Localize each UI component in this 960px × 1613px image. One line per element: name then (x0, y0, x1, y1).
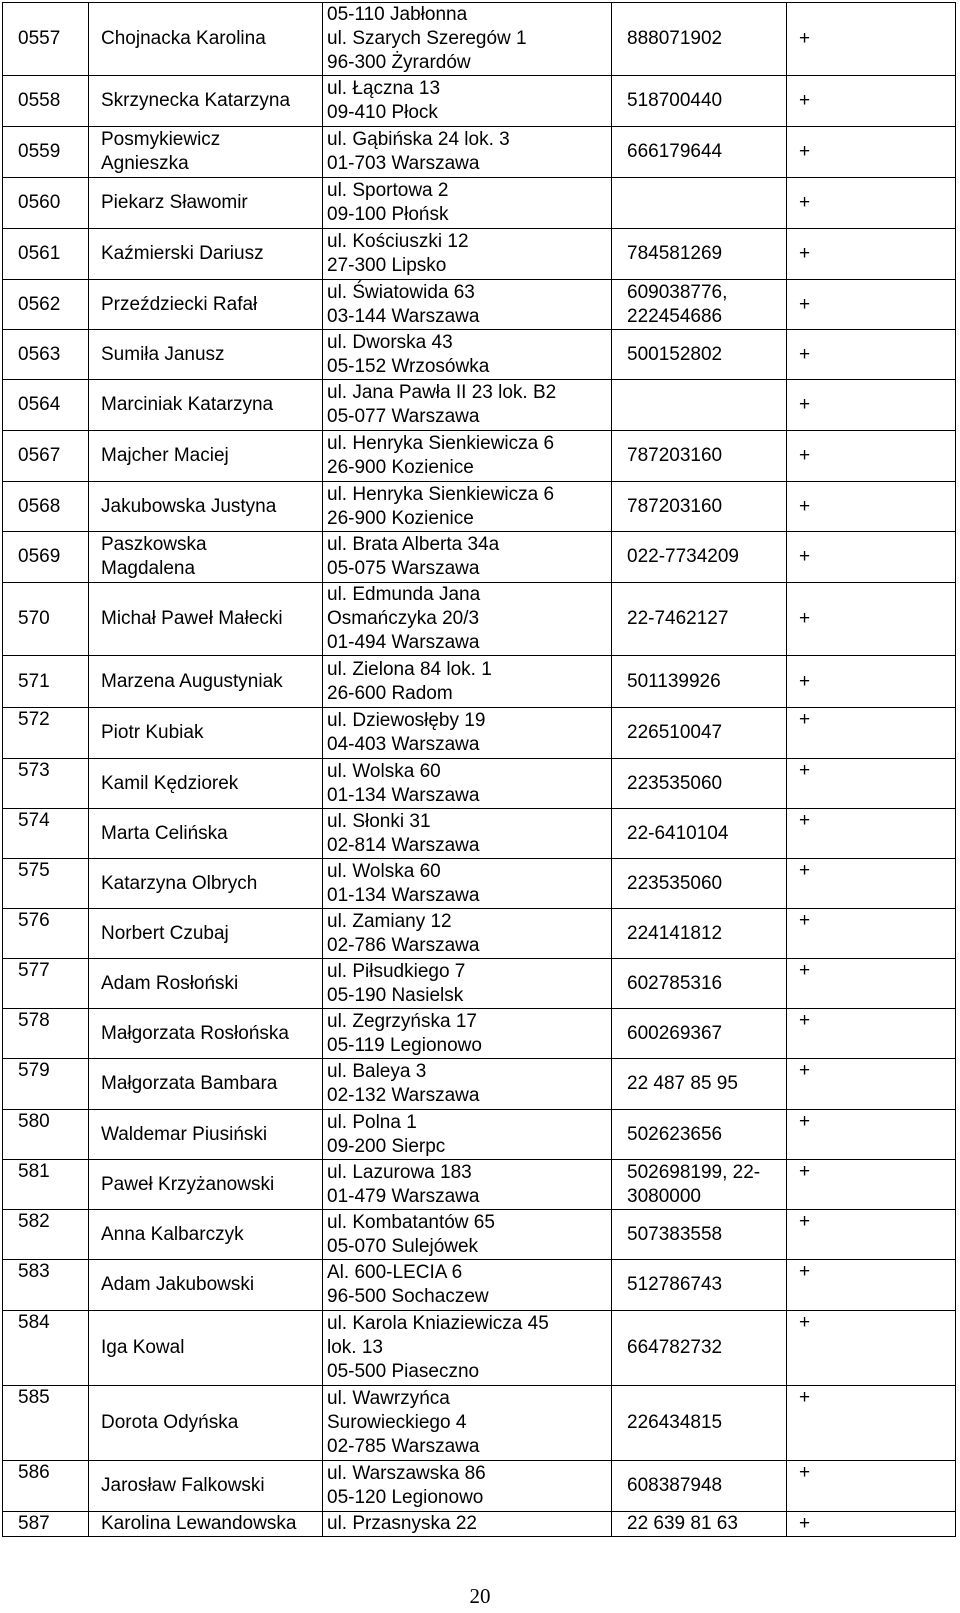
phone-cell-line: 22 639 81 63 (627, 1513, 738, 1534)
table-row (3, 280, 956, 330)
address-cell-line: 01-134 Warszawa (327, 884, 480, 906)
address-cell (323, 1386, 612, 1461)
plus-cell: + (787, 1210, 956, 1260)
plus-cell: + (787, 1059, 956, 1110)
phone-cell-line: 787203160 (627, 445, 723, 466)
phone-cell-line: 600269367 (627, 1022, 723, 1044)
address-cell-line: Surowieckiego 4 (327, 1412, 467, 1433)
name-cell-line: Kamil Kędziorek (101, 772, 239, 794)
address-cell (323, 1059, 612, 1110)
address-cell (323, 127, 612, 178)
row-number-cell: 570 (3, 583, 89, 656)
name-cell-line: Piekarz Sławomir (101, 192, 248, 213)
name-cell (89, 909, 323, 959)
table-row (3, 380, 956, 431)
address-cell-line: 02-814 Warszawa (327, 834, 480, 856)
row-number-cell: 0558 (3, 76, 89, 127)
address-cell-line: 05-119 Legionowo (327, 1034, 482, 1056)
address-cell (323, 809, 612, 859)
name-cell (89, 1461, 323, 1512)
phone-cell-line: 664782732 (627, 1337, 723, 1358)
table-row (3, 127, 956, 178)
phone-cell (612, 759, 787, 809)
address-cell-line: 26-900 Kozienice (327, 507, 474, 529)
name-cell (89, 330, 323, 380)
name-cell-line: Adam Rosłoński (101, 972, 239, 994)
name-cell-line: Norbert Czubaj (101, 922, 229, 944)
name-cell (89, 759, 323, 809)
address-cell (323, 482, 612, 532)
row-number-cell: 581 (3, 1160, 89, 1210)
phone-cell (612, 809, 787, 859)
name-cell (89, 656, 323, 708)
address-cell-line: ul. Kombatantów 65 (327, 1211, 495, 1233)
name-cell-line: Marzena Augustyniak (101, 670, 283, 692)
address-cell (323, 759, 612, 809)
table-row (3, 3, 956, 76)
phone-cell (612, 909, 787, 959)
plus-cell: + (787, 482, 956, 532)
plus-cell: + (787, 127, 956, 178)
row-number-cell: 587 (3, 1512, 89, 1537)
address-cell (323, 1461, 612, 1512)
name-cell-line: Przeździecki Rafał (101, 293, 258, 315)
plus-cell: + (787, 280, 956, 330)
plus-cell: + (787, 1160, 956, 1210)
name-cell (89, 708, 323, 759)
table-row (3, 708, 956, 759)
phone-cell-line: 888071902 (627, 28, 723, 49)
phone-cell-line: 22 487 85 95 (627, 1073, 738, 1094)
table-row (3, 1009, 956, 1059)
address-cell (323, 431, 612, 482)
address-cell-line: 03-144 Warszawa (327, 305, 480, 327)
name-cell-line: Dorota Odyńska (101, 1412, 239, 1433)
name-cell (89, 809, 323, 859)
table-row (3, 809, 956, 859)
phone-cell (612, 431, 787, 482)
name-cell (89, 431, 323, 482)
name-cell-line: Agnieszka (101, 153, 189, 174)
name-cell-line: Katarzyna Olbrych (101, 872, 258, 894)
plus-cell: + (787, 708, 956, 759)
address-cell-line: ul. Henryka Sienkiewicza 6 (327, 483, 555, 505)
name-cell-line: Adam Jakubowski (101, 1274, 255, 1295)
row-number-cell: 576 (3, 909, 89, 959)
name-cell-line: Paszkowska (101, 534, 207, 555)
row-number-cell: 585 (3, 1386, 89, 1461)
row-number-cell: 0569 (3, 532, 89, 583)
phone-cell-line: 518700440 (627, 90, 723, 111)
address-cell (323, 330, 612, 380)
phone-cell-line: 22-7462127 (627, 608, 729, 629)
address-cell-line: 96-500 Sochaczew (327, 1286, 489, 1307)
row-number-cell: 583 (3, 1260, 89, 1311)
plus-cell: + (787, 809, 956, 859)
name-cell-line: Marciniak Katarzyna (101, 394, 274, 415)
address-cell (323, 229, 612, 280)
row-number-cell: 0561 (3, 229, 89, 280)
address-cell-line: 05-190 Nasielsk (327, 984, 464, 1006)
table-body (3, 3, 956, 1537)
phone-cell-line: 608387948 (627, 1475, 723, 1496)
plus-cell: + (787, 1311, 956, 1386)
address-cell-line: ul. Światowida 63 (327, 281, 475, 303)
name-cell-line: Anna Kalbarczyk (101, 1223, 244, 1245)
name-cell-line: Paweł Krzyżanowski (101, 1173, 275, 1195)
address-cell-line: ul. Brata Alberta 34a (327, 534, 500, 555)
address-cell (323, 583, 612, 656)
name-cell-line: Jakubowska Justyna (101, 495, 277, 517)
plus-cell: + (787, 1009, 956, 1059)
table-row (3, 1210, 956, 1260)
row-number-cell: 571 (3, 656, 89, 708)
phone-cell-line: 226434815 (627, 1412, 723, 1433)
row-number-cell: 580 (3, 1110, 89, 1160)
address-cell-line: 09-100 Płońsk (327, 204, 449, 225)
phone-cell-line: 784581269 (627, 243, 723, 264)
address-cell-line: ul. Gąbińska 24 lok. 3 (327, 129, 510, 150)
name-cell-line: Małgorzata Bambara (101, 1073, 278, 1094)
phone-cell (612, 482, 787, 532)
plus-cell: + (787, 656, 956, 708)
table-row (3, 76, 956, 127)
table-row (3, 229, 956, 280)
address-cell-line: 05-120 Legionowo (327, 1487, 484, 1508)
plus-cell: + (787, 959, 956, 1009)
address-cell-line: ul. Dziewosłęby 19 (327, 710, 486, 731)
table-row (3, 759, 956, 809)
page-number: 20 (469, 1584, 491, 1608)
address-cell-line: ul. Kościuszki 12 (327, 231, 469, 252)
address-cell-line: 09-200 Sierpc (327, 1135, 446, 1157)
address-cell-line: Al. 600-LECIA 6 (327, 1262, 463, 1283)
name-cell (89, 482, 323, 532)
phone-cell (612, 1386, 787, 1461)
address-cell-line: ul. Wawrzyńca (327, 1388, 450, 1409)
phone-cell-line: 22-6410104 (627, 822, 729, 844)
address-cell (323, 656, 612, 708)
plus-cell: + (787, 229, 956, 280)
address-cell-line: 01-479 Warszawa (327, 1185, 480, 1207)
phone-cell-line: 223535060 (627, 772, 723, 794)
phone-cell-line: 787203160 (627, 495, 723, 517)
phone-cell-line: 500152802 (627, 343, 723, 365)
phone-cell (612, 1210, 787, 1260)
table-row (3, 431, 956, 482)
name-cell-line: Marta Celińska (101, 822, 228, 844)
phone-cell (612, 1110, 787, 1160)
table-row (3, 656, 956, 708)
address-cell-line: ul. Łączna 13 (327, 78, 441, 99)
row-number-cell: 578 (3, 1009, 89, 1059)
table-row (3, 959, 956, 1009)
name-cell (89, 583, 323, 656)
name-cell (89, 1512, 323, 1537)
plus-cell: + (787, 859, 956, 909)
address-cell-line: ul. Piłsudkiego 7 (327, 960, 466, 982)
row-number-cell: 0568 (3, 482, 89, 532)
row-number-cell: 0562 (3, 280, 89, 330)
name-cell (89, 532, 323, 583)
name-cell (89, 3, 323, 76)
name-cell-line: Majcher Maciej (101, 445, 229, 466)
address-cell-line: 96-300 Żyrardów (327, 52, 471, 73)
address-cell (323, 1009, 612, 1059)
address-cell-line: ul. Zielona 84 lok. 1 (327, 658, 492, 680)
phone-cell-line: 501139926 (627, 670, 721, 692)
name-cell (89, 280, 323, 330)
row-number-cell: 0559 (3, 127, 89, 178)
phone-cell (612, 959, 787, 1009)
row-number-cell: 586 (3, 1461, 89, 1512)
row-number-cell: 0564 (3, 380, 89, 431)
plus-cell: + (787, 1512, 956, 1537)
phone-cell-line: 602785316 (627, 972, 723, 994)
address-cell-line: 01-494 Warszawa (327, 632, 480, 653)
name-cell-line: Iga Kowal (101, 1337, 185, 1358)
address-cell (323, 76, 612, 127)
name-cell (89, 1110, 323, 1160)
row-number-cell: 0563 (3, 330, 89, 380)
address-cell-line: ul. Warszawska 86 (327, 1463, 486, 1484)
name-cell (89, 1059, 323, 1110)
table-row (3, 583, 956, 656)
phone-cell-line: 507383558 (627, 1223, 723, 1245)
phone-cell-line: 223535060 (627, 872, 723, 894)
address-cell (323, 1160, 612, 1210)
phone-cell (612, 532, 787, 583)
table-row (3, 859, 956, 909)
address-cell-line: ul. Lazurowa 183 (327, 1161, 472, 1183)
address-cell-line: Osmańczyka 20/3 (327, 608, 480, 629)
name-cell (89, 1386, 323, 1461)
address-cell-line: 27-300 Lipsko (327, 255, 447, 276)
phone-cell-line: 666179644 (627, 141, 723, 162)
plus-cell: + (787, 583, 956, 656)
phone-cell (612, 330, 787, 380)
row-number-cell: 572 (3, 708, 89, 759)
table-row (3, 532, 956, 583)
address-cell-line: ul. Karola Kniaziewicza 45 (327, 1313, 549, 1334)
plus-cell: + (787, 759, 956, 809)
name-cell-line: Małgorzata Rosłońska (101, 1022, 289, 1044)
phone-cell (612, 1311, 787, 1386)
name-cell (89, 380, 323, 431)
row-number-cell: 579 (3, 1059, 89, 1110)
address-cell (323, 380, 612, 431)
address-cell-line: ul. Przasnyska 22 (327, 1513, 477, 1534)
table-row (3, 330, 956, 380)
address-cell (323, 708, 612, 759)
address-cell-line: lok. 13 (327, 1337, 383, 1358)
name-cell (89, 178, 323, 229)
contacts-table (2, 2, 956, 1537)
phone-cell-line: 512786743 (627, 1274, 723, 1295)
address-cell-line: 02-132 Warszawa (327, 1085, 480, 1106)
address-cell (323, 1311, 612, 1386)
address-cell-line: 02-786 Warszawa (327, 934, 480, 956)
address-cell-line: 05-500 Piaseczno (327, 1361, 480, 1382)
address-cell (323, 3, 612, 76)
row-number-cell: 574 (3, 809, 89, 859)
phone-cell (612, 229, 787, 280)
phone-cell (612, 1009, 787, 1059)
name-cell (89, 1160, 323, 1210)
address-cell (323, 1110, 612, 1160)
name-cell (89, 959, 323, 1009)
phone-cell (612, 380, 787, 431)
address-cell-line: 26-900 Kozienice (327, 457, 474, 478)
address-cell-line: 05-075 Warszawa (327, 558, 480, 579)
address-cell-line: 04-403 Warszawa (327, 734, 480, 755)
row-number-cell: 584 (3, 1311, 89, 1386)
plus-cell: + (787, 1386, 956, 1461)
address-cell-line: 05-077 Warszawa (327, 406, 480, 427)
name-cell-line: Skrzynecka Katarzyna (101, 90, 291, 111)
table-row (3, 482, 956, 532)
row-number-cell: 0557 (3, 3, 89, 76)
phone-cell (612, 1512, 787, 1537)
name-cell (89, 1260, 323, 1311)
table-row (3, 1059, 956, 1110)
table-row (3, 1260, 956, 1311)
phone-cell-line: 022-7734209 (627, 546, 739, 567)
name-cell (89, 1210, 323, 1260)
phone-cell (612, 127, 787, 178)
row-number-cell: 577 (3, 959, 89, 1009)
name-cell-line: Magdalena (101, 558, 196, 579)
phone-cell (612, 1059, 787, 1110)
phone-cell (612, 178, 787, 229)
address-cell-line: ul. Zegrzyńska 17 (327, 1010, 477, 1032)
address-cell (323, 1210, 612, 1260)
row-number-cell: 575 (3, 859, 89, 909)
plus-cell: + (787, 3, 956, 76)
address-cell (323, 532, 612, 583)
address-cell (323, 1260, 612, 1311)
table-row (3, 1311, 956, 1386)
table-row (3, 1461, 956, 1512)
phone-cell (612, 76, 787, 127)
name-cell (89, 1311, 323, 1386)
phone-cell (612, 3, 787, 76)
name-cell (89, 1009, 323, 1059)
table-row (3, 909, 956, 959)
plus-cell: + (787, 532, 956, 583)
name-cell (89, 127, 323, 178)
address-cell (323, 859, 612, 909)
phone-cell-line: 222454686 (627, 305, 723, 327)
address-cell-line: 01-703 Warszawa (327, 153, 480, 174)
address-cell-line: ul. Jana Pawła II 23 lok. B2 (327, 382, 557, 403)
plus-cell: + (787, 380, 956, 431)
phone-cell-line: 502623656 (627, 1123, 723, 1145)
address-cell-line: ul. Henryka Sienkiewicza 6 (327, 433, 555, 454)
plus-cell: + (787, 909, 956, 959)
name-cell-line: Sumiła Janusz (101, 343, 225, 365)
address-cell-line: ul. Słonki 31 (327, 810, 431, 832)
phone-cell (612, 280, 787, 330)
table-row (3, 1160, 956, 1210)
plus-cell: + (787, 330, 956, 380)
row-number-cell: 0560 (3, 178, 89, 229)
name-cell (89, 76, 323, 127)
name-cell-line: Posmykiewicz (101, 129, 221, 150)
phone-cell (612, 1160, 787, 1210)
address-cell-line: ul. Wolska 60 (327, 860, 441, 882)
phone-cell-line: 3080000 (627, 1185, 701, 1207)
plus-cell: + (787, 1110, 956, 1160)
name-cell-line: Jarosław Falkowski (101, 1475, 265, 1496)
phone-cell-line: 224141812 (627, 922, 723, 944)
address-cell-line: 01-134 Warszawa (327, 784, 480, 806)
table-row (3, 1386, 956, 1461)
name-cell-line: Chojnacka Karolina (101, 28, 266, 49)
address-cell (323, 178, 612, 229)
table-row (3, 1512, 956, 1537)
address-cell-line: 26-600 Radom (327, 682, 453, 704)
address-cell-line: ul. Szarych Szeregów 1 (327, 28, 527, 49)
row-number-cell: 0567 (3, 431, 89, 482)
row-number-cell: 582 (3, 1210, 89, 1260)
address-cell (323, 1512, 612, 1537)
address-cell-line: 05-070 Sulejówek (327, 1235, 479, 1257)
phone-cell (612, 859, 787, 909)
name-cell-line: Piotr Kubiak (101, 722, 204, 743)
plus-cell: + (787, 76, 956, 127)
plus-cell: + (787, 431, 956, 482)
phone-cell (612, 656, 787, 708)
address-cell-line: ul. Polna 1 (327, 1111, 417, 1133)
address-cell-line: ul. Wolska 60 (327, 760, 441, 782)
table-row (3, 1110, 956, 1160)
address-cell-line: 02-785 Warszawa (327, 1436, 480, 1457)
phone-cell-line: 502698199, 22- (627, 1161, 761, 1183)
row-number-cell: 573 (3, 759, 89, 809)
address-cell-line: 05-110 Jabłonna (327, 4, 468, 25)
name-cell-line: Karolina Lewandowska (101, 1513, 297, 1534)
address-cell-line: 05-152 Wrzosówka (327, 355, 490, 377)
name-cell-line: Michał Paweł Małecki (101, 608, 283, 629)
plus-cell: + (787, 178, 956, 229)
address-cell-line: ul. Sportowa 2 (327, 180, 449, 201)
table-row (3, 178, 956, 229)
name-cell (89, 229, 323, 280)
phone-cell (612, 1260, 787, 1311)
name-cell-line: Waldemar Piusiński (101, 1123, 268, 1145)
address-cell-line: ul. Dworska 43 (327, 331, 453, 353)
address-cell (323, 959, 612, 1009)
address-cell-line: ul. Baleya 3 (327, 1061, 427, 1082)
address-cell-line: 09-410 Płock (327, 102, 438, 123)
phone-cell (612, 1461, 787, 1512)
plus-cell: + (787, 1461, 956, 1512)
phone-cell (612, 708, 787, 759)
address-cell (323, 909, 612, 959)
name-cell-line: Kaźmierski Dariusz (101, 243, 264, 264)
phone-cell (612, 583, 787, 656)
address-cell-line: ul. Edmunda Jana (327, 584, 481, 605)
phone-cell-line: 609038776, (627, 281, 728, 303)
plus-cell: + (787, 1260, 956, 1311)
address-cell-line: ul. Zamiany 12 (327, 910, 452, 932)
phone-cell-line: 226510047 (627, 722, 723, 743)
name-cell (89, 859, 323, 909)
address-cell (323, 280, 612, 330)
